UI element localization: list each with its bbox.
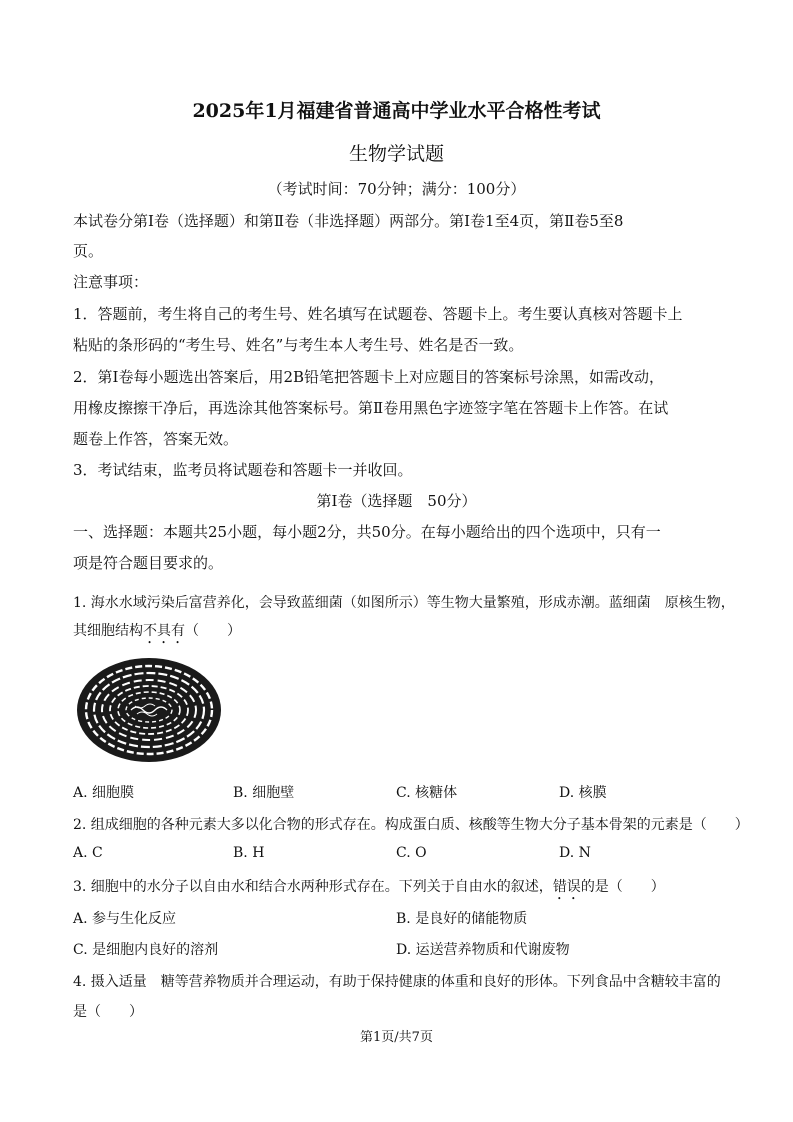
question-1-option-c[interactable]: C. 核糖体 — [396, 785, 458, 801]
section-1-instructions-line-1: 一、选择题：本题共25小题，每小题2分，共50分。在每小题给出的四个选项中，只有一 — [73, 523, 661, 541]
question-1-bracket: （ ） — [185, 623, 241, 639]
exam-subtitle: 生物学试题 — [348, 143, 444, 165]
question-1-option-a[interactable]: A. 细胞膜 — [73, 785, 135, 801]
notice-heading: 注意事项： — [73, 273, 149, 291]
notice-item-2-line-1: 2．第Ⅰ卷每小题选出答案后，用2B铅笔把答题卡上对应题目的答案标号涂黑，如需改动， — [73, 368, 665, 386]
section-1-instructions-line-2: 项是符合题目要求的。 — [73, 554, 224, 572]
intro-line-2: 页。 — [73, 242, 104, 260]
question-4-stem-line-1: 4. 摄入适量 糖等营养物质并合理运动，有助于保持健康的体重和良好的形体。下列食品中含糖较丰富的 — [73, 974, 721, 990]
notice-item-1-line-1: 1．答题前，考生将自己的考生号、姓名填写在试题卷、答题卡上。考生要认真核对答题卡上 — [73, 305, 683, 323]
question-1-option-b[interactable]: B. 细胞壁 — [233, 785, 295, 801]
question-3-option-c[interactable]: C. 是细胞内良好的溶剂 — [73, 942, 219, 958]
question-1-option-d[interactable]: D. 核膜 — [559, 785, 607, 801]
question-2-option-a[interactable]: A. C — [73, 845, 103, 861]
question-1-stem-line-1: 1. 海水水域污染后富营养化，会导致蓝细菌（如图所示）等生物大量繁殖，形成赤潮。蓝细菌 原核生物， — [73, 595, 735, 611]
question-2-stem: 2. 组成细胞的各种元素大多以化合物的形式存在。构成蛋白质、核酸等生物大分子基本骨架的元素是（ ） — [73, 817, 749, 833]
question-3-option-d[interactable]: D. 运送营养物质和代谢废物 — [396, 942, 570, 958]
question-4-stem-line-2: 是（ ） — [73, 1004, 143, 1020]
exam-title: 2025年1月福建省普通高中学业水平合格性考试 — [192, 100, 601, 122]
notice-item-2-line-2: 用橡皮擦擦干净后，再选涂其他答案标号。第Ⅱ卷用黑色字迹签字笔在答题卡上作答。在试 — [73, 399, 669, 417]
notice-item-2-line-3: 题卷上作答，答案无效。 — [73, 430, 239, 448]
question-1-stem-line-2 — [73, 620, 241, 647]
question-3-bracket: 的是（ ） — [580, 879, 665, 895]
exam-info: （考试时间：70分钟；满分：100分） — [267, 180, 526, 198]
page-footer: 第1页/共7页 — [360, 1030, 433, 1045]
question-3-stem-text: 3. 细胞中的水分子以自由水和结合水两种形式存在。下列关于自由水的叙述， — [73, 879, 553, 895]
question-1-stem-text: 其细胞结构 — [73, 623, 143, 639]
question-3-emphasis: 错误 — [552, 879, 581, 895]
question-3-option-a[interactable]: A. 参与生化反应 — [73, 911, 177, 927]
cyanobacterium-figure — [75, 656, 223, 764]
question-3-stem — [73, 876, 665, 903]
notice-item-1-line-2: 粘贴的条形码的“考生号、姓名”与考生本人考生号、姓名是否一致。 — [73, 336, 524, 354]
question-2-option-b[interactable]: B. H — [233, 845, 265, 861]
notice-item-3: 3．考试结束，监考员将试题卷和答题卡一并收回。 — [73, 461, 413, 479]
intro-line-1: 本试卷分第Ⅰ卷（选择题）和第Ⅱ卷（非选择题）两部分。第Ⅰ卷1至4页，第Ⅱ卷5至8 — [73, 212, 624, 230]
question-2-option-d[interactable]: D. N — [559, 845, 591, 861]
question-2-option-c[interactable]: C. O — [396, 845, 427, 861]
section-1-heading: 第Ⅰ卷（选择题 50分） — [316, 492, 477, 510]
question-1-emphasis: 不具有 — [143, 623, 185, 639]
question-3-option-b[interactable]: B. 是良好的储能物质 — [396, 911, 528, 927]
